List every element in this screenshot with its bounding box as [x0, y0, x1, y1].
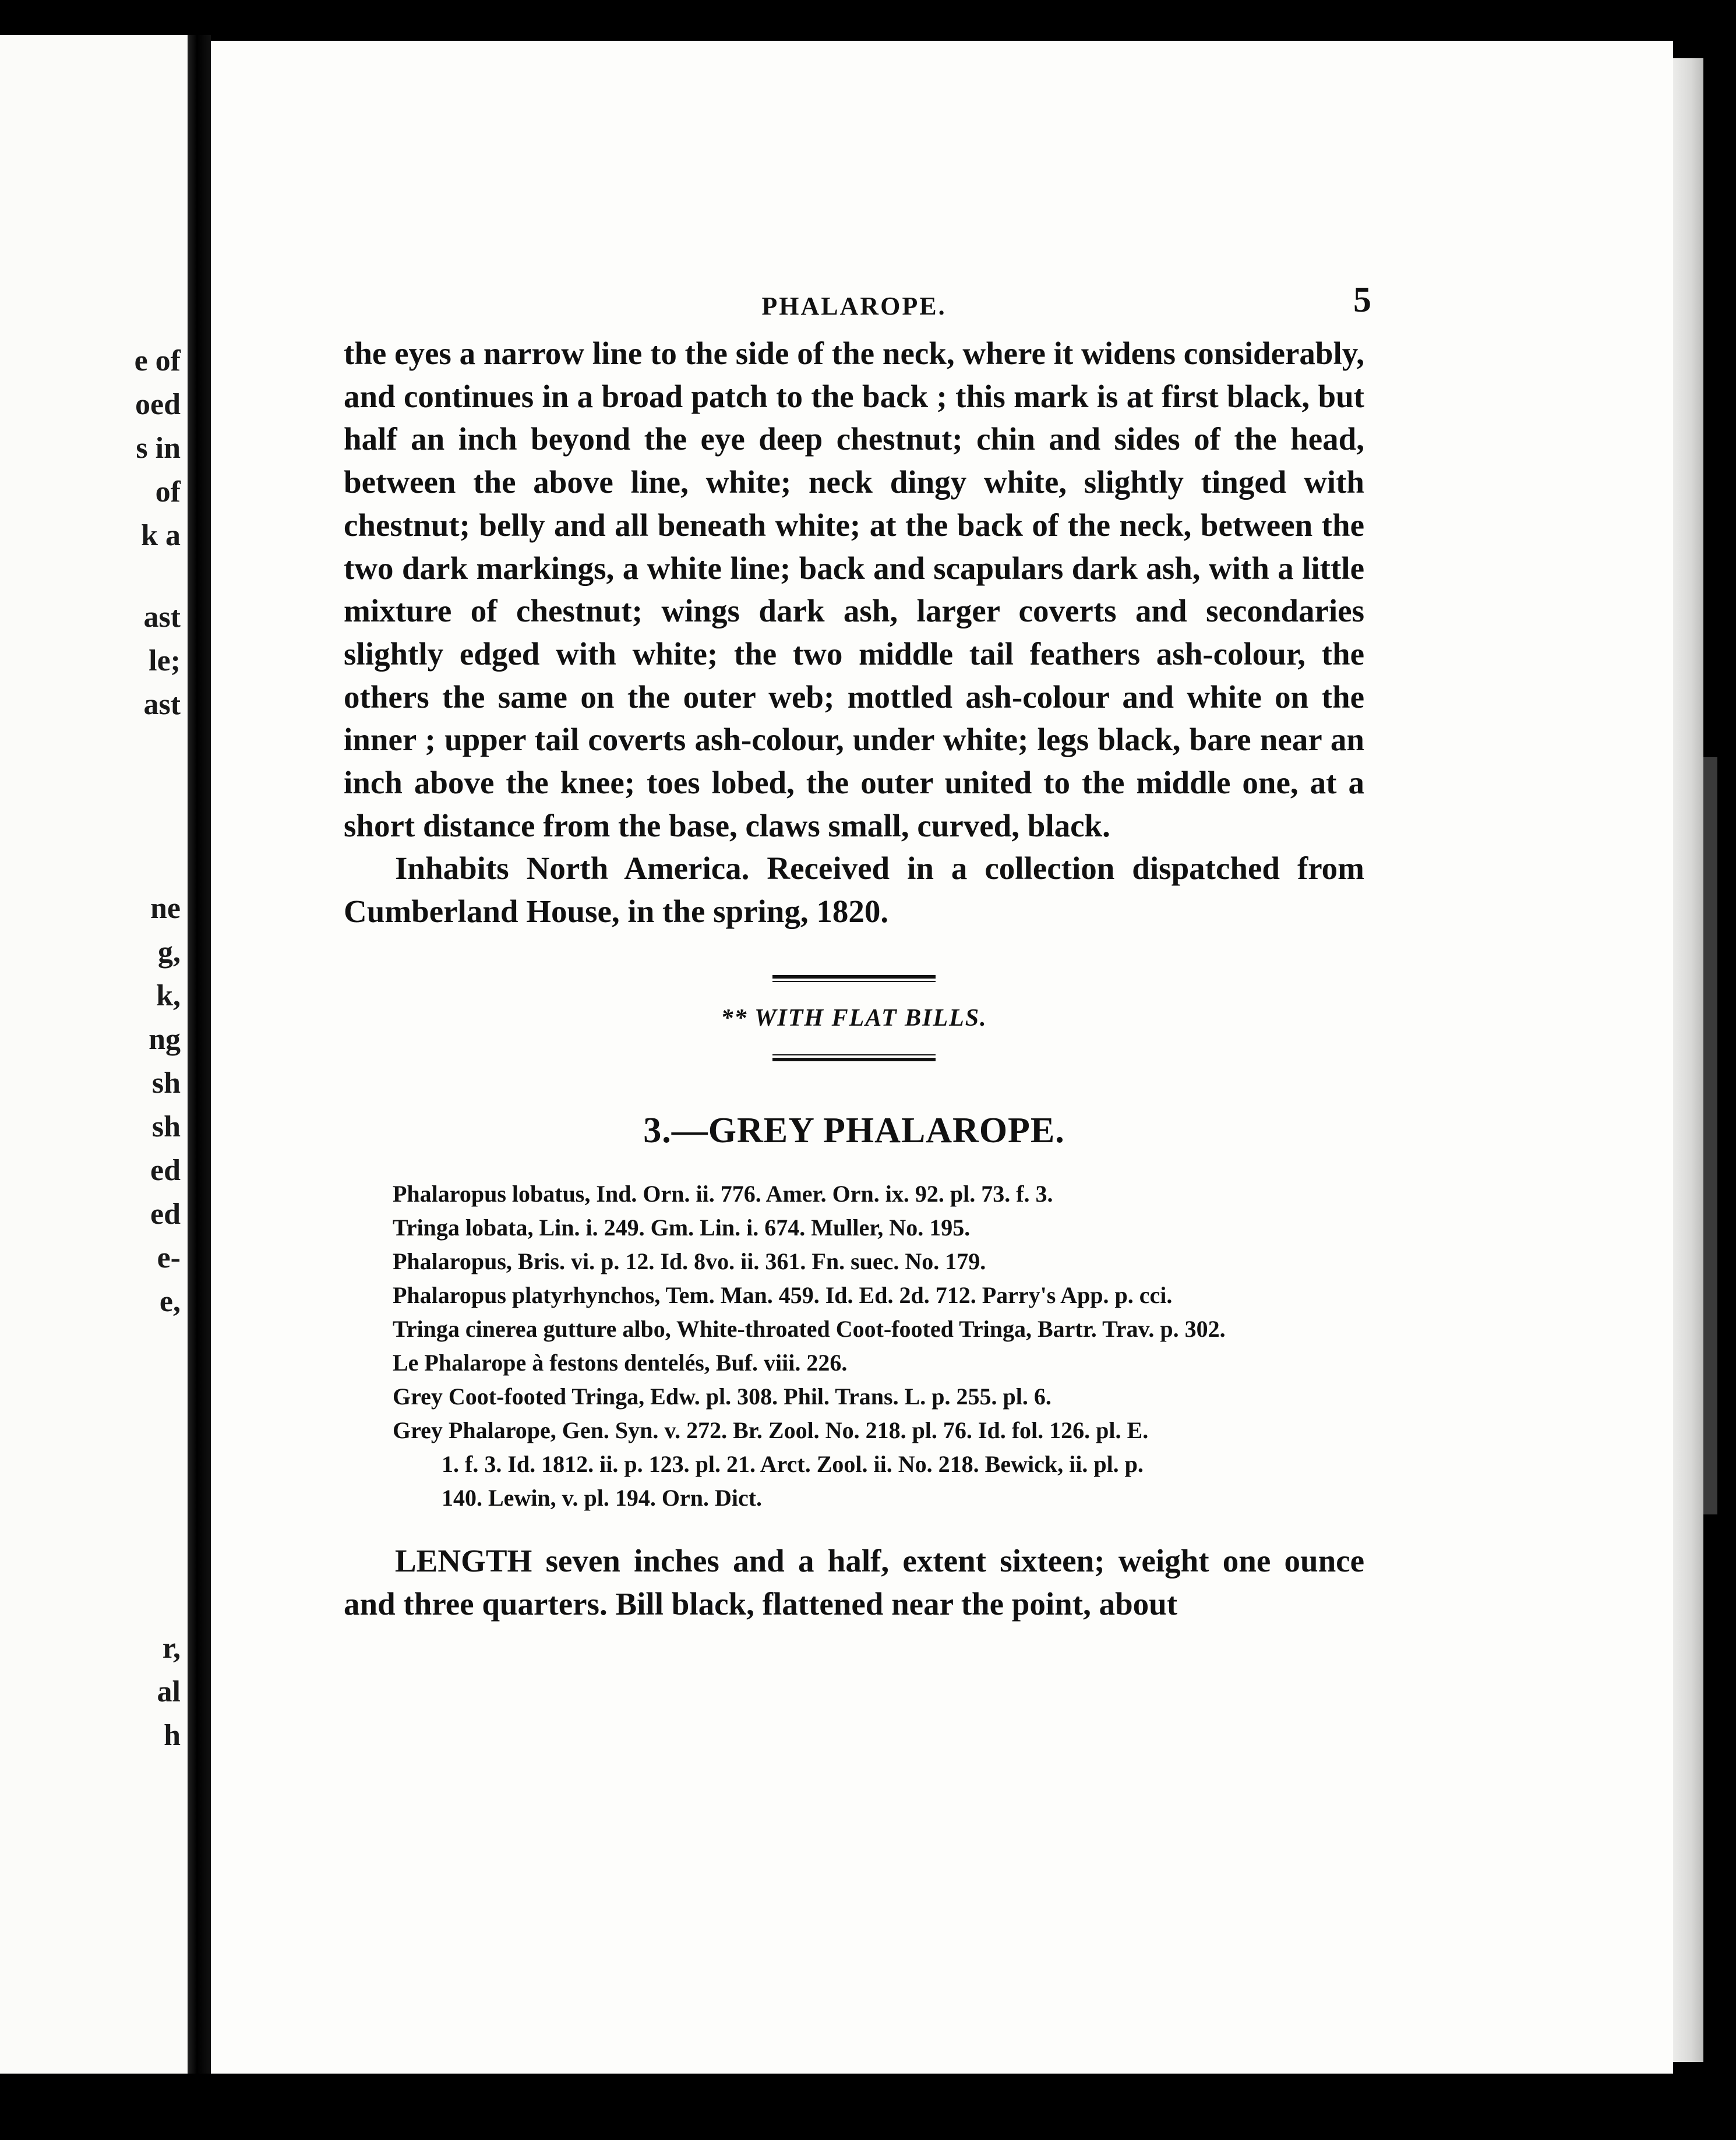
facing-page-fragment: e of — [134, 344, 181, 377]
running-head — [344, 280, 1371, 332]
page-edge-shadow — [1703, 757, 1717, 1514]
length-paragraph: LENGTH seven inches and a half, extent sixteen; weight one ounce and three quarters. Bill black, flattened near the point, about — [344, 1542, 1364, 1622]
facing-page-fragment: oed — [135, 388, 181, 421]
facing-page-fragment: sh — [151, 1110, 181, 1143]
facing-page-fragment: ed — [150, 1198, 181, 1231]
section-rule-bottom — [772, 1054, 936, 1061]
synonym-entry-continued: 140. Lewin, v. pl. 194. Orn. Dict. — [442, 1484, 763, 1511]
page-number: 5 — [1353, 280, 1371, 320]
facing-page-fragment: ne — [150, 892, 181, 925]
facing-page-fragment: sh — [151, 1067, 181, 1100]
running-title: PHALAROPE. — [761, 292, 947, 320]
synonym-entry: Phalaropus, Bris. vi. p. 12. Id. 8vo. ii. 361. Fn. suec. No. 179. — [393, 1248, 986, 1274]
facing-page-fragment: ed — [150, 1154, 181, 1187]
synonym-entry: Tringa lobata, Lin. i. 249. Gm. Lin. i. 674. Muller, No. 195. — [393, 1214, 971, 1241]
synonym-entry-continued: 1. f. 3. Id. 1812. ii. p. 123. pl. 21. Arct. Zool. ii. No. 218. Bewick, ii. pl. p. — [442, 1450, 1144, 1477]
page-edge — [1673, 58, 1703, 2062]
facing-page-fragment: s in — [136, 432, 181, 465]
section-subheading: ** WITH FLAT BILLS. — [721, 1004, 987, 1032]
facing-page-fragment: k, — [156, 979, 181, 1012]
facing-page-fragment: h — [164, 1719, 181, 1752]
facing-page-fragment: of — [155, 475, 181, 508]
facing-page-fragment: le; — [149, 644, 181, 677]
facing-page-fragment: ng — [149, 1023, 181, 1056]
synonym-entry: Tringa cinerea gutture albo, White-throated Coot-footed Tringa, Bartr. Trav. p. 302. — [393, 1315, 1226, 1342]
description-paragraph: the eyes a narrow line to the side of the neck, where it widens considerably, and continues in a broad patch to the back ; this mark is at first black, but half an inch beyond the eye deep chestnut; chin and sides of the head, between the above line, white; neck dingy white, slightly tinged with chestnut; belly and all beneath white; at the back of the neck, between the two dark markings, a white line; back and scapulars dark ash, with a little mixture of chestnut; wings dark ash, larger coverts and secondaries slightly edged with white; the two middle tail feathers ash-colour, the others the same on the outer web; mottled ash-colour and white on the inner ; upper tail coverts ash-colour, under white; legs black, bare near an inch above the knee; toes lobed, the outer united to the middle one, at a short distance from the base, claws small, curved, black. — [344, 336, 1364, 843]
facing-page — [0, 35, 188, 2074]
synonym-entry: Le Phalarope à festons dentelés, Buf. viii. 226. — [393, 1349, 848, 1376]
facing-page-fragment: ast — [143, 688, 181, 721]
facing-page-fragment: r, — [162, 1632, 181, 1665]
synonym-list — [344, 1177, 1364, 1515]
synonym-entry: Phalaropus lobatus, Ind. Orn. ii. 776. Amer. Orn. ix. 92. pl. 73. f. 3. — [393, 1180, 1053, 1207]
page-content — [344, 280, 1371, 1625]
book-gutter — [188, 35, 211, 2074]
synonym-entry: Grey Coot-footed Tringa, Edw. pl. 308. Phil. Trans. L. p. 255. pl. 6. — [393, 1383, 1052, 1410]
facing-page-fragment: al — [157, 1675, 181, 1708]
facing-page-fragment: e- — [157, 1241, 181, 1274]
section-rule-top — [772, 975, 936, 982]
synonym-entry: Phalaropus platyrhynchos, Tem. Man. 459. Id. Ed. 2d. 712. Parry's App. p. cci. — [393, 1281, 1173, 1308]
facing-page-fragment: ast — [143, 601, 181, 634]
species-title: 3.—GREY PHALAROPE. — [643, 1110, 1065, 1150]
habitat-paragraph: Inhabits North America. Received in a collection dispatched from Cumberland House, in the spring, 1820. — [344, 850, 1364, 930]
facing-page-fragment: e, — [159, 1285, 181, 1318]
synonym-entry: Grey Phalarope, Gen. Syn. v. 272. Br. Zool. No. 218. pl. 76. Id. fol. 126. pl. E. — [393, 1417, 1149, 1443]
facing-page-fragment: k a — [141, 519, 181, 552]
facing-page-fragment: g, — [158, 935, 181, 969]
